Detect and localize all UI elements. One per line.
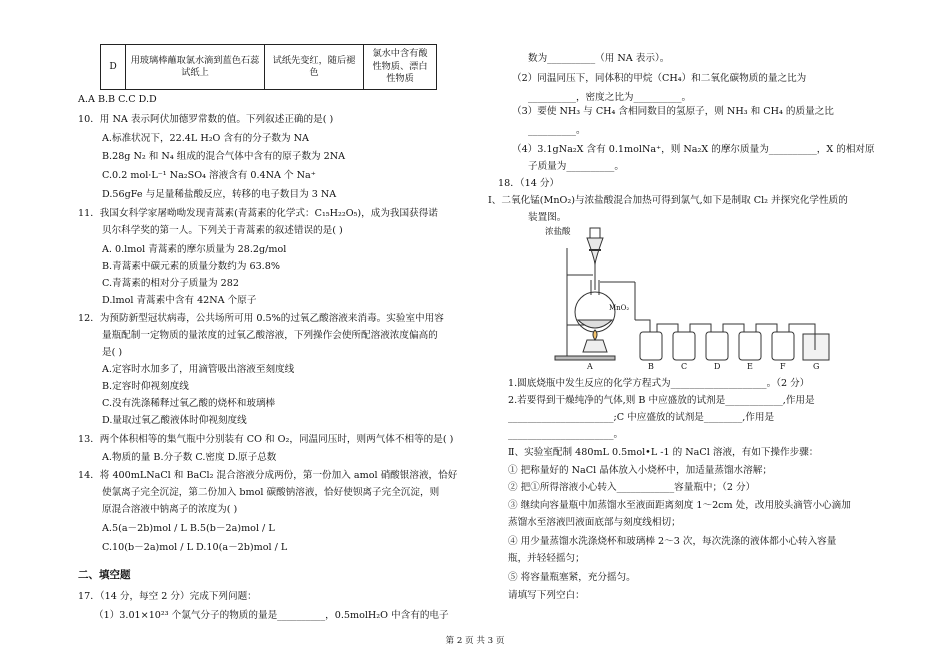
question-line: C.0.2 mol·L⁻¹ Na₂SO₄ 溶液含有 0.4NA 个 Na⁺ [102,170,316,181]
question-line: Ⅱ、实验室配制 480mL 0.5mol•L -1 的 NaCl 溶液，有如下操作步骤： [508,447,819,458]
question-line: A.标准状况下，22.4L H₂O 含有的分子数为 NA [102,133,309,144]
question-line: 请填写下列空白： [508,590,585,601]
question-line: 10．用 NA 表示阿伏加德罗常数的值。下列叙述正确的是( ) [78,114,334,125]
question-line: 装置图。 [528,212,567,223]
question-line: 13．两个体积相等的集气瓶中分别装有 CO 和 O₂，同温同压时，则两气体不相等的是( ) [78,434,454,445]
iron-stand [555,248,615,360]
question-line: A.物质的量 B.分子数 C.密度 D.原子总数 [102,452,277,463]
label-e: E [747,362,753,370]
mno2-label: MnO₂ [609,304,630,312]
table-cell: D [101,45,126,90]
question-line: __________，密度之比为__________。 [528,92,692,103]
question-line: A.定容时水加多了，用滴管吸出溶液至刻度线 [102,364,295,375]
question-line: （1）3.01×10²³ 个氯气分子的物质的量是__________，0.5molH₂O 中含有的电子 [94,610,449,621]
question-line: 11．我国女科学家屠呦呦发现青蒿素(青蒿素的化学式：C₁₅H₂₂O₅)，成为我国获得诺 [78,208,438,219]
question-line: ______________________;C 中应盛放的试剂是________,作用是 [508,412,775,423]
question-line: 量瓶配制一定物质的量浓度的过氧乙酸溶液，下列操作会使所配溶液浓度偏高的 [102,330,438,341]
question-line: 18．（14 分） [498,178,560,189]
question-line: 12．为预防新型冠状病毒，公共场所可用 0.5%的过氧乙酸溶液来消毒。实验室中用容 [78,313,444,324]
question-line: ② 把①所得溶液小心转入____________容量瓶中；（2 分） [508,482,756,493]
question-line: （3）要使 NH₃ 与 CH₄ 含相同数目的氢原子，则 NH₃ 和 CH₄ 的质量之比 [512,106,834,117]
funnel-label: 浓盐酸 [545,227,571,237]
question-line: （2）同温同压下，同体积的甲烷（CH₄）和二氧化碳物质的量之比为 [512,73,807,84]
question-line: A. 0.lmol 青蒿素的摩尔质量为 28.2g/mol [102,244,287,255]
label-b: B [648,362,654,370]
question-line: C.青蒿素的相对分子质量为 282 [102,278,239,289]
question-line: C.10(b－2a)mol / L D.10(a－2b)mol / L [102,542,288,553]
label-c: C [681,362,688,370]
alcohol-lamp [583,330,607,352]
question-line: C.没有洗涤稀释过氧乙酸的烧杯和玻璃棒 [102,398,276,409]
question-line: __________。 [528,125,586,136]
question-line: 17．（14 分，每空 2 分）完成下列问题： [78,591,257,602]
question-line: （4）3.1gNa₂X 含有 0.1molNa⁺，则 Na₂X 的摩尔质量为__________，X 的相对原 [512,144,875,155]
question-line: ③ 继续向容量瓶中加蒸馏水至液面距离刻度 1～2cm 处，改用胶头滴管小心滴加 [508,500,851,511]
question-line: 子质量为__________。 [528,161,624,172]
question-line: ⑤ 将容量瓶塞紧，充分摇匀。 [508,572,636,583]
question-line: ④ 用少量蒸馏水洗涤烧杯和玻璃棒 2～3 次，每次洗涤的液体都小心转入容量 [508,536,837,547]
page-footer: 第 2 页 共 3 页 [445,636,505,646]
option-table [100,44,437,90]
question-line: 使氯离子完全沉淀，第二份加入 bmol 碳酸钠溶液，恰好使钡离子完全沉淀，则 [102,487,440,498]
chlorine-apparatus-diagram [545,220,845,370]
question-line: ① 把称量好的 NaCl 晶体放入小烧杯中，加适量蒸馏水溶解； [508,465,772,476]
question-line: A.A B.B C.C D.D [78,94,157,105]
table-cell: 用玻璃棒蘸取氯水滴到蓝色石蕊试纸上 [126,45,265,90]
question-line: D.量取过氧乙酸液体时仰视刻度线 [102,415,247,426]
question-line: 是( ) [102,347,123,358]
question-line: D.lmol 青蒿素中含有 42NA 个原子 [102,295,257,306]
question-line: ______________________。 [508,429,624,440]
question-line: 瓶，并轻轻摇匀； [508,553,585,564]
question-line: 1.圆底烧瓶中发生反应的化学方程式为____________________。（2 分） [508,378,810,389]
table-cell: 氯水中含有酸性物质、漂白性物质 [364,45,437,90]
question-line: 贝尔科学奖的第一人。下列关于青蒿素的叙述错误的是( ) [102,225,343,236]
label-g: G [813,362,820,370]
question-line: B.青蒿素中碳元素的质量分数约为 63.8% [102,261,280,272]
question-line: B.28g N₂ 和 N₄ 组成的混合气体中含有的原子数为 2NA [102,151,346,162]
table-cell: 试纸先变红，随后褪色 [265,45,364,90]
question-line: 蒸馏水至溶液凹液面底部与刻度线相切； [508,517,681,528]
question-line: 2.若要得到干燥纯净的气体,则 B 中应盛放的试剂是____________,作用是 [508,395,815,406]
table-row [101,45,437,90]
question-line: D.56gFe 与足量稀盐酸反应，转移的电子数目为 3 NA [102,189,337,200]
question-line: 14．将 400mLNaCl 和 BaCl₂ 混合溶液分成两份，第一份加入 amol 硝酸银溶液，恰好 [78,470,458,481]
label-f: F [780,362,786,370]
section-heading: 二、填空题 [78,569,131,581]
question-line: A.5(a－2b)mol / L B.5(b－2a)mol / L [102,523,275,534]
wash-bottles [635,320,829,360]
label-d: D [714,362,721,370]
label-a: A [587,362,593,370]
question-line: 原混合溶液中钠离子的浓度为( ) [102,504,238,515]
question-line: Ⅰ、二氧化锰(MnO₂)与浓盐酸混合加热可得到氯气,如下是制取 Cl₂ 并探究化学性质的 [488,195,848,206]
question-line: 数为__________（用 NA 表示）。 [528,53,670,64]
dropping-funnel [587,228,603,290]
question-line: B.定容时仰视刻度线 [102,381,189,392]
